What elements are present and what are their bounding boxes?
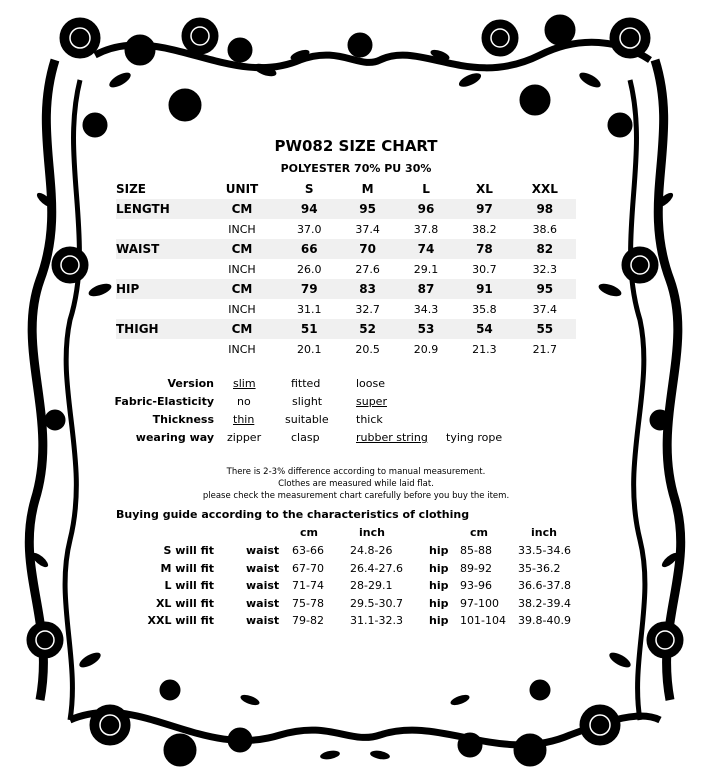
guide-hip-label: hip — [429, 596, 449, 610]
header-xxl: XXL — [531, 182, 558, 196]
attribute-option: no — [237, 395, 251, 408]
size-value-cell: 96 — [397, 199, 455, 219]
guide-waist-inch: 29.5-30.7 — [350, 596, 403, 610]
header-m: M — [361, 182, 374, 196]
size-value-cell: 52 — [338, 319, 396, 339]
row-label — [116, 259, 204, 279]
size-value-cell: 79 — [280, 279, 338, 299]
guide-waist-cm: 63-66 — [292, 544, 324, 557]
guide-hip-cm: 101-104 — [460, 614, 506, 627]
row-label: HIP — [116, 279, 204, 299]
attribute-option-selected: rubber string — [356, 431, 428, 444]
note-line: please check the measurement chart carefully before you buy the item. — [202, 491, 510, 501]
attribute-option-selected: slim — [233, 377, 256, 390]
guide-hip-cm: 93-96 — [460, 579, 492, 592]
attribute-label: Thickness — [152, 413, 214, 426]
guide-waist-cm: 67-70 — [292, 561, 324, 575]
size-value-cell: 37.0 — [296, 222, 322, 236]
row-unit: CM — [204, 319, 280, 339]
header-xl: XL — [475, 182, 493, 196]
row-unit: INCH — [228, 342, 256, 356]
guide-fit-label: XXL will fit — [147, 614, 214, 627]
row-label — [116, 299, 204, 319]
row-unit: CM — [204, 199, 280, 219]
note-line: There is 2-3% difference according to manual measurement. — [226, 467, 486, 477]
attribute-label: wearing way — [135, 431, 214, 444]
size-value-cell: 37.4 — [532, 302, 558, 316]
row-label — [116, 339, 204, 359]
size-value-cell: 38.2 — [472, 222, 497, 236]
attribute-option: zipper — [227, 431, 262, 444]
guide-waist-inch: 26.4-27.6 — [350, 561, 403, 575]
guide-waist-inch: 31.1-32.3 — [350, 614, 403, 627]
size-value-cell: 32.3 — [532, 262, 558, 276]
guide-waist-label: waist — [246, 579, 280, 592]
size-table-header-row — [116, 179, 576, 199]
size-value-cell: 94 — [280, 199, 338, 219]
size-value-cell: 30.7 — [472, 262, 497, 276]
attribute-option-selected: super — [356, 395, 387, 408]
size-value-cell: 87 — [397, 279, 455, 299]
attribute-option: fitted — [291, 377, 321, 390]
size-value-cell: 26.0 — [296, 262, 322, 276]
buying-guide-title: Buying guide according to the characteristics of clothing — [116, 508, 470, 521]
guide-fit-label: S will fit — [163, 544, 214, 557]
row-unit: INCH — [228, 262, 256, 276]
page-title: PW082 SIZE CHART — [274, 137, 438, 155]
size-value-cell: 51 — [280, 319, 338, 339]
guide-hip-inch: 36.6-37.8 — [518, 579, 571, 592]
size-value-cell: 21.7 — [532, 342, 558, 356]
size-value-cell: 29.1 — [413, 262, 439, 276]
row-unit: CM — [204, 279, 280, 299]
size-value-cell: 35.8 — [472, 302, 497, 316]
guide-waist-label: waist — [246, 596, 280, 610]
guide-hip-inch: 35-36.2 — [518, 561, 561, 575]
size-value-cell: 21.3 — [472, 342, 497, 356]
size-value-cell: 31.1 — [296, 302, 322, 316]
guide-waist-label: waist — [246, 614, 280, 627]
size-table-row — [116, 299, 576, 319]
guide-header-inch: inch — [531, 526, 557, 539]
guide-waist-inch: 24.8-26 — [350, 544, 393, 557]
size-value-cell: 54 — [455, 319, 513, 339]
size-value-cell: 27.6 — [355, 262, 380, 276]
size-table-row — [116, 339, 576, 359]
guide-hip-cm: 89-92 — [460, 561, 492, 575]
attribute-option: loose — [356, 377, 386, 390]
size-value-cell: 98 — [514, 199, 576, 219]
material-composition: POLYESTER 70% PU 30% — [280, 162, 432, 175]
size-value-cell: 38.6 — [532, 222, 558, 236]
size-value-cell: 20.9 — [413, 342, 439, 356]
guide-waist-label: waist — [246, 544, 280, 557]
row-label: LENGTH — [116, 199, 204, 219]
size-table-row — [116, 239, 576, 259]
size-value-cell: 66 — [280, 239, 338, 259]
attribute-option: thick — [356, 413, 383, 426]
size-value-cell: 78 — [455, 239, 513, 259]
row-unit: CM — [204, 239, 280, 259]
size-value-cell: 74 — [397, 239, 455, 259]
size-value-cell: 91 — [455, 279, 513, 299]
size-value-cell: 20.5 — [355, 342, 380, 356]
size-value-cell: 55 — [514, 319, 576, 339]
size-table-row — [116, 219, 576, 239]
guide-hip-label: hip — [429, 561, 449, 575]
row-label: WAIST — [116, 239, 204, 259]
attribute-option: clasp — [291, 431, 320, 444]
attribute-label: Fabric-Elasticity — [114, 395, 214, 408]
row-label: THIGH — [116, 319, 204, 339]
header-size: SIZE — [116, 182, 147, 196]
size-value-cell: 37.4 — [355, 222, 380, 236]
size-value-cell: 95 — [514, 279, 576, 299]
guide-header-cm: cm — [300, 526, 318, 539]
size-table-row — [116, 199, 576, 219]
note-line: Clothes are measured while laid flat. — [278, 479, 434, 489]
size-table-row — [116, 319, 576, 339]
size-value-cell: 95 — [338, 199, 396, 219]
guide-hip-label: hip — [429, 614, 449, 627]
guide-hip-label: hip — [429, 579, 449, 592]
guide-fit-label: M will fit — [160, 561, 214, 575]
size-value-cell: 97 — [455, 199, 513, 219]
guide-waist-cm: 71-74 — [292, 579, 324, 592]
size-table-row — [116, 259, 576, 279]
guide-fit-label: L will fit — [164, 579, 214, 592]
size-value-cell: 82 — [514, 239, 576, 259]
guide-waist-label: waist — [246, 561, 280, 575]
guide-header-cm: cm — [470, 526, 488, 539]
size-value-cell: 83 — [338, 279, 396, 299]
guide-hip-inch: 39.8-40.9 — [518, 614, 571, 627]
header-s: S — [304, 182, 314, 196]
guide-hip-cm: 97-100 — [460, 596, 499, 610]
size-table-body — [116, 199, 576, 359]
size-value-cell: 53 — [397, 319, 455, 339]
row-label — [116, 219, 204, 239]
guide-fit-label: XL will fit — [155, 596, 214, 610]
size-value-cell: 20.1 — [296, 342, 322, 356]
header-unit: UNIT — [225, 182, 259, 196]
attribute-label: Version — [167, 377, 214, 390]
header-l: L — [422, 182, 430, 196]
guide-hip-cm: 85-88 — [460, 544, 492, 557]
attribute-option: slight — [292, 395, 323, 408]
guide-waist-cm: 79-82 — [292, 614, 324, 627]
row-unit: INCH — [228, 222, 256, 236]
row-unit: INCH — [228, 302, 256, 316]
guide-hip-inch: 33.5-34.6 — [518, 544, 571, 557]
attribute-option: suitable — [285, 413, 329, 426]
size-value-cell: 34.3 — [413, 302, 439, 316]
guide-hip-inch: 38.2-39.4 — [518, 596, 571, 610]
attribute-option: tying rope — [446, 431, 503, 444]
guide-waist-inch: 28-29.1 — [350, 579, 393, 592]
size-table-row — [116, 279, 576, 299]
guide-waist-cm: 75-78 — [292, 596, 324, 610]
size-value-cell: 32.7 — [355, 302, 380, 316]
size-chart-table — [116, 179, 576, 359]
size-value-cell: 37.8 — [413, 222, 439, 236]
size-value-cell: 70 — [338, 239, 396, 259]
guide-header-inch: inch — [359, 526, 385, 539]
attribute-option-selected: thin — [233, 413, 255, 426]
guide-hip-label: hip — [429, 544, 449, 557]
